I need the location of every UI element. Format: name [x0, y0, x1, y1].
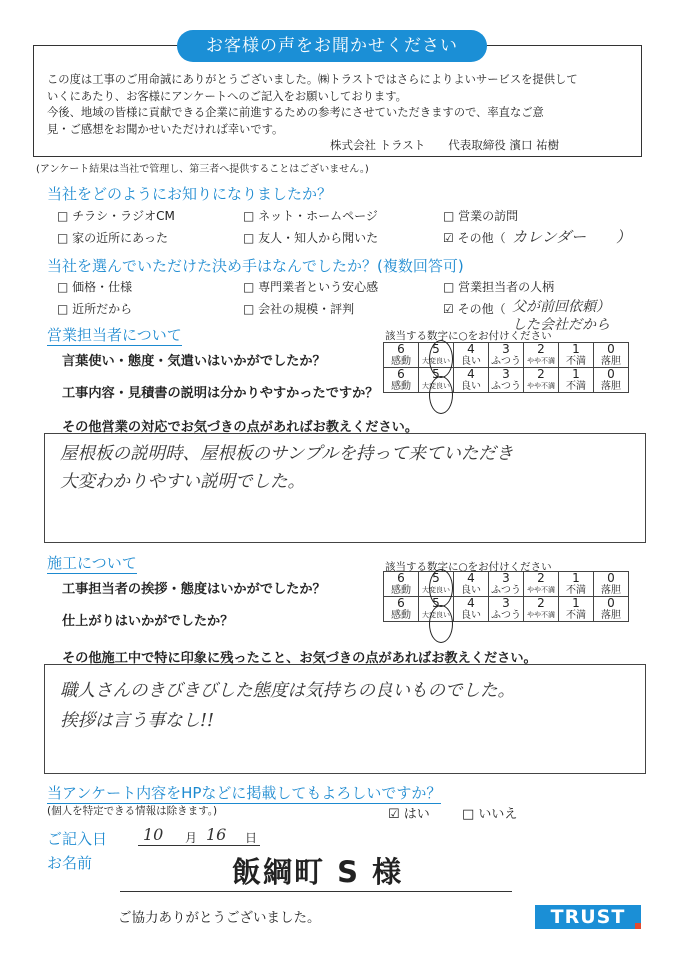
rating-1[interactable]: 1 不満 [559, 572, 594, 597]
rating-6[interactable]: 6 感動 [384, 343, 419, 368]
rating-5[interactable]: 5 大変良い [419, 572, 454, 597]
q2-option-specialist[interactable]: □ 専門業者という安心感 [243, 280, 379, 294]
sales-comment-prompt: その他営業の対応でお気づきの点があればお教えください。 [62, 420, 419, 435]
logo-text: TRUST [550, 906, 626, 928]
construction-comment-prompt: その他施工中で特に印象に残ったこと、お気づきの点があればお教えください。 [62, 651, 537, 666]
intro-line: いくにあたり、お客様にアンケートへのご記入をお願いしております。 [47, 89, 407, 103]
q1-other-answer: カレンダー ） [512, 228, 632, 246]
thanks-message: ご協力ありがとうございました。 [118, 910, 321, 926]
sales-comment-text [60, 440, 513, 496]
name-underline [120, 891, 512, 892]
construction-rating-table [383, 571, 629, 622]
date-month-value: 10 [143, 825, 164, 844]
rating-2[interactable]: 2 やや不満 [524, 597, 559, 622]
rating-4[interactable]: 4 良い [454, 597, 489, 622]
rating-2[interactable]: 2 やや不満 [524, 572, 559, 597]
signature: 株式会社 トラスト 代表取締役 濱口 祐樹 [330, 138, 560, 152]
rating-0[interactable]: 0 落胆 [594, 597, 629, 622]
intro-line: 今後、地域の皆様に貢献できる企業に前進するための参考にさせていただきますので、率直なご意 [47, 106, 544, 119]
rating-row [384, 368, 629, 393]
q2-other-answer-2: した会社だから [512, 317, 610, 333]
intro-line: この度は工事のご用命誠にありがとうございました。㈱トラストではさらによりよいサービスを提供して [47, 73, 578, 86]
q2-option-personality[interactable]: □ 営業担当者の人柄 [443, 280, 555, 294]
selected-circle-mark [429, 569, 453, 607]
rating-row [384, 572, 629, 597]
selected-circle-mark [429, 340, 453, 378]
date-label: ご記入日 [47, 830, 108, 848]
sales-question-a: 言葉使い・態度・気遣いはいかがでしたか？ [62, 354, 326, 369]
comment-line: 大変わかりやすい説明でした。 [60, 472, 305, 492]
q1-option-other[interactable]: ☑ その他（ [443, 231, 506, 245]
q2-option-reputation[interactable]: □ 会社の規模・評判 [243, 302, 355, 316]
q1-option-nearby[interactable]: □ 家の近所にあった [57, 231, 169, 245]
rating-3[interactable]: 3 ふつう [489, 368, 524, 393]
q1-option-web[interactable]: □ ネット・ホームページ [243, 209, 378, 223]
comment-line: 挨拶は言う事なし!! [60, 711, 215, 731]
rating-0[interactable]: 0 落胆 [594, 368, 629, 393]
construction-question-a: 工事担当者の挨拶・態度はいかがでしたか？ [62, 582, 326, 597]
rating-5[interactable]: 5 大変良い [419, 368, 454, 393]
sales-scale-note: 該当する数字に○をお付けください [385, 330, 552, 342]
comment-line: 屋根板の説明時、屋根板のサンプルを持って来ていただき [60, 444, 514, 464]
construction-question-b: 仕上がりはいかがでしたか？ [62, 614, 234, 629]
rating-1[interactable]: 1 不満 [559, 343, 594, 368]
rating-3[interactable]: 3 ふつう [489, 343, 524, 368]
rating-2[interactable]: 2 やや不満 [524, 368, 559, 393]
q2-option-price[interactable]: □ 価格・仕様 [57, 280, 133, 294]
construction-scale-note: 該当する数字に○をお付けください [385, 561, 552, 573]
sales-rating-table [383, 342, 629, 393]
construction-section-title: 施工について [47, 554, 137, 572]
rating-6[interactable]: 6 感動 [384, 368, 419, 393]
publish-yes-checkbox[interactable]: ☑ はい [388, 807, 430, 822]
q1-option-flyer[interactable]: □ チラシ・ラジオCM [57, 209, 175, 223]
date-day-unit: 日 [245, 831, 258, 845]
construction-comment-text [60, 676, 515, 736]
q1-option-friend[interactable]: □ 友人・知人から聞いた [243, 231, 379, 245]
name-value: 飯綱町 S 様 [232, 855, 404, 889]
sales-question-b: 工事内容・見積書の説明は分かりやすかったですか？ [62, 386, 379, 401]
rating-3[interactable]: 3 ふつう [489, 597, 524, 622]
selected-circle-mark [429, 605, 453, 643]
publish-note: (個人を特定できる情報は除きます。) [47, 805, 218, 817]
trust-logo [535, 905, 641, 929]
rating-4[interactable]: 4 良い [454, 368, 489, 393]
publish-no-checkbox[interactable]: □ いいえ [462, 807, 518, 822]
privacy-note: (アンケート結果は当社で管理し、第三者へ提供することはございません。) [36, 164, 369, 175]
q2-title: 当社を選んでいただけた決め手はなんでしたか？(複数回答可) [47, 257, 464, 275]
date-day-value: 16 [206, 825, 227, 844]
logo-accent-square [635, 923, 641, 929]
rating-1[interactable]: 1 不満 [559, 368, 594, 393]
date-underline [138, 845, 260, 846]
rating-5[interactable]: 5 大変良い [419, 597, 454, 622]
page-title: お客様の声をお聞かせください [177, 30, 487, 62]
publish-question: 当アンケート内容をHPなどに掲載してもよろしいですか？ [47, 784, 442, 802]
rating-0[interactable]: 0 落胆 [594, 343, 629, 368]
rating-6[interactable]: 6 感動 [384, 572, 419, 597]
rating-row [384, 343, 629, 368]
rating-6[interactable]: 6 感動 [384, 597, 419, 622]
rating-1[interactable]: 1 不満 [559, 597, 594, 622]
intro-text [47, 72, 632, 138]
q1-title: 当社をどのようにお知りになりましたか？ [47, 185, 333, 203]
rating-2[interactable]: 2 やや不満 [524, 343, 559, 368]
date-month-unit: 月 [185, 831, 198, 845]
rating-4[interactable]: 4 良い [454, 343, 489, 368]
rating-5[interactable]: 5 大変良い [419, 343, 454, 368]
selected-circle-mark [429, 376, 453, 414]
rating-row [384, 597, 629, 622]
name-label: お名前 [47, 854, 93, 872]
rating-3[interactable]: 3 ふつう [489, 572, 524, 597]
comment-line: 職人さんのきびきびした態度は気持ちの良いものでした。 [60, 681, 515, 701]
q2-option-nearby[interactable]: □ 近所だから [57, 302, 133, 316]
q1-option-visit[interactable]: □ 営業の訪問 [443, 209, 519, 223]
rating-4[interactable]: 4 良い [454, 572, 489, 597]
sales-section-title: 営業担当者について [47, 326, 182, 344]
q2-option-other[interactable]: ☑ その他（ [443, 302, 506, 316]
rating-0[interactable]: 0 落胆 [594, 572, 629, 597]
intro-line: 見・ご感想をお聞かせいただければ幸いです。 [47, 122, 284, 136]
q2-other-answer-1: 父が前回依頼） [512, 299, 610, 315]
